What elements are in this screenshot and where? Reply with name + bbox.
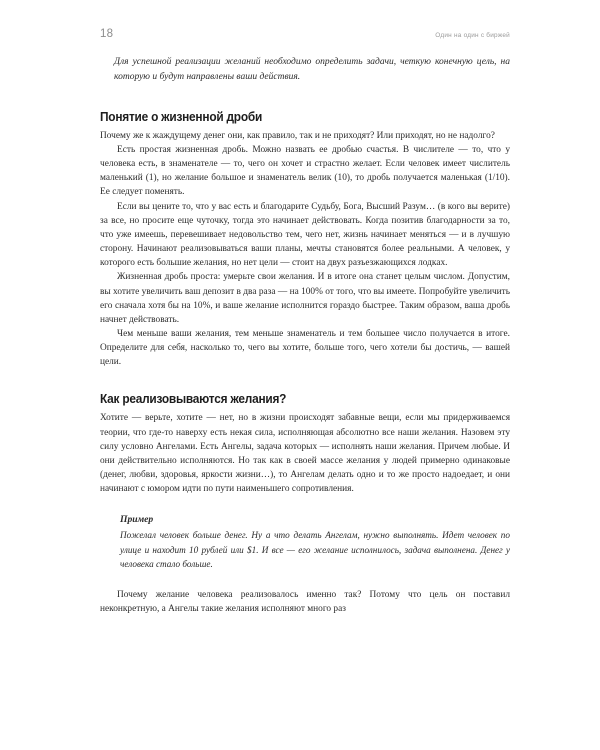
closing-paragraph: Почему желание человека реализовалось именно так? Потому что цель он поставил неконкретную, а Ангелы такие желания исполняют много раз (100, 589, 510, 614)
body-paragraph: Почему же к жаждущему денег они, как правило, так и не приходят? Или приходят, но не надолго? (100, 130, 495, 141)
body-paragraph: Жизненная дробь проста: умерьте свои желания. И в итоге она станет целым числом. Допустим, вы хотите увеличить ваш депозит в два раза — на 100% от того, что вы имеете. Попробуйте увеличить его сначала хотя бы на 10%, и ваше желание исполнится гораздо быстрее. Таким образом, ваша дробь начнет действовать. (100, 272, 510, 325)
example-body: Пожелал человек больше денег. Ну а что делать Ангелам, нужно выполнять. Идет человек по улице и находит 10 рублей или $1. И все — его желание исполнилось, задача выполнена. Денег у человека стало больше. (120, 530, 510, 569)
example-title: Пример (120, 514, 154, 526)
body-paragraph: Есть простая жизненная дробь. Можно назвать ее дробью счастья. В числителе — то, что у человека есть, в знаменателе — то, чего он хочет и страстно желает. Если человек имеет числитель маленький (1), но желание большое и знаменатель велик (10), то дробь получается маленькая (1/10). Ее следует поменять. (100, 144, 510, 198)
page-number: 18 (100, 28, 114, 40)
body-paragraph: Чем меньше ваши желания, тем меньше знаменатель и тем большее число получается в итоге. Определите для себя, насколько то, чего вы хотите, больше того, чего хотели бы достичь, — вашей цели. (100, 329, 510, 368)
text-column (100, 55, 510, 616)
section-heading-2: Как реализовываются желания? (100, 391, 287, 407)
lead-paragraph: Для успешной реализации желаний необходимо определить задачи, четкую конечную цель, на которую и будут направлены ваши действия. (114, 57, 510, 83)
running-title: Один на один с биржей (435, 32, 510, 39)
example-block (120, 513, 510, 570)
body-paragraph: Хотите — верьте, хотите — нет, но в жизни происходят забавные вещи, если мы придерживаемся теории, что где-то наверху есть некая сила, исполняющая абсолютно все наши желания. Назовем эту силу условно Ангелами. Есть Ангелы, задача которых — исполнять наши желания. Причем любые. И они действительно исполняются. Но так как в своей массе желания у людей примерно одинаковые (денег, любви, здоровья, яркости жизни…), то Ангелам делать одно и то же просто надоедает, и они начинают с юмором идти по пути наименьшего сопротивления. (100, 413, 510, 495)
section-heading-1: Понятие о жизненной дроби (100, 108, 263, 124)
body-paragraph: Если вы цените то, что у вас есть и благодарите Судьбу, Бога, Высший Разум… (в кого вы верите) за все, но просите еще чуточку, тогда это начинает действовать. Когда позитив благодарности за то, что уже имеешь, перевешивает недовольство тем, чего нет, жизнь начинает меняться — и в лучшую сторону. Начинают реализовываться ваши планы, мечты становятся более реальными. А человек, у которого есть большие желания, но нет цели — стоит на двух разъезжающихся лодках. (100, 201, 510, 269)
running-head (100, 28, 510, 42)
